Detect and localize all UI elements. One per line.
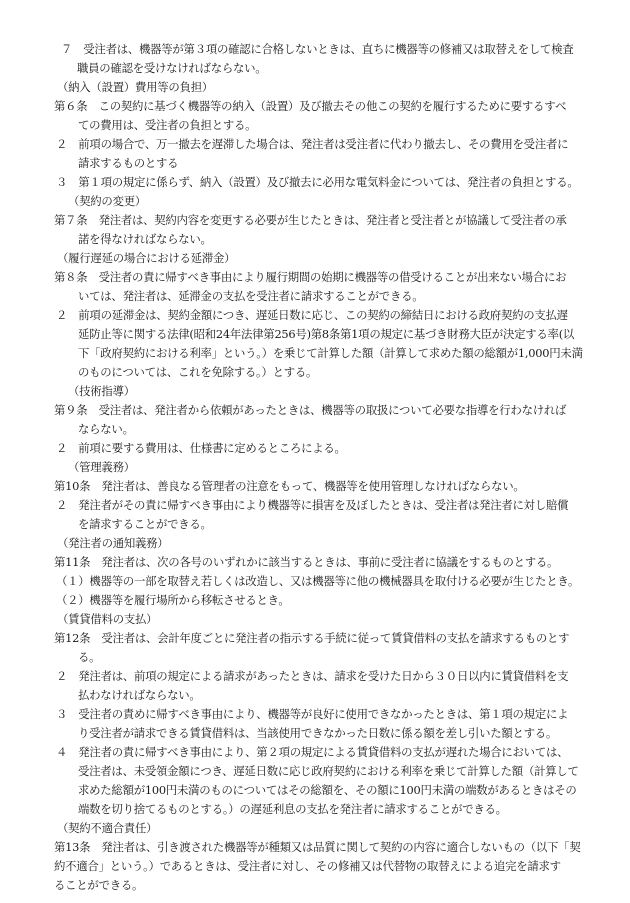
article-7: 第７条 発注者は、契約内容を変更する必要が生じたときは、発注者と受注者とが協議して受注者の承	[54, 213, 567, 227]
article-8-cont: いては、発注者は、延滞金の支払を受注者に請求することができる。	[78, 289, 424, 303]
article-7-cont: 諾を得なければならない。	[78, 232, 212, 246]
article-8: 第８条 受注者の責に帰すべき事由により履行期間の始期に機器等の借受けることが出来ない場合にお	[54, 270, 567, 284]
article-12-item-3-cont: り受注者が請求できる賃貸借料は、当該使用できなかった日数に係る額を差し引いた額とする。	[78, 726, 558, 740]
heading-notification-duty: （発注者の通知義務）	[57, 536, 169, 550]
article-12-item-4-cont-3: 端数を切り捨てるものとする。）の遅延利息の支払を発注者に請求することができる。	[78, 802, 507, 816]
article-13-cont-2: ることができる。	[54, 878, 144, 892]
article-6-cont: ての費用は、受注者の負担とする。	[78, 118, 257, 132]
article-10: 第10条 発注者は、善良なる管理者の注意をもって、機器等を使用管理しなければならない。	[54, 479, 525, 493]
heading-nonconformity: （契約不適合責任）	[57, 821, 158, 835]
heading-delivery-cost: （納入（設置）費用等の負担）	[57, 80, 213, 94]
article-12-item-2: ２ 発注者は、前項の規定による請求があったときは、請求を受けた日から３０日以内に賃貸借料を支	[56, 669, 569, 683]
article-8-item-2-cont-2: 下「政府契約における利率」という。）を乗じて計算した額（計算して求めた額の総額が1,000円未満	[78, 346, 583, 360]
article-12-item-4: ４ 発注者の責に帰すべき事由により、第２項の規定による賃貸借料の支払が遅れた場合においては、	[56, 745, 569, 759]
article-6-item-3: ３ 第１項の規定に係らず、納入（設置）及び撤去に必用な電気料金については、発注者の負担とする。	[56, 175, 579, 189]
article-12-item-7: ７ 受注者は、機器等が第３項の確認に合格しないときは、直ちに機器等の修補又は取替えをして検査	[61, 42, 574, 56]
article-12-item-3: ３ 受注者の責めに帰すべき事由により、機器等が良好に使用できなかったときは、第１項の規定によ	[56, 707, 569, 721]
article-13-cont: 約不適合」という。）であるときは、受注者に対し、その修補又は代替物の取替えによる追完を請求す	[54, 859, 561, 873]
article-12-item-2-cont: 払わなければならない。	[78, 688, 201, 702]
article-6: 第６条 この契約に基づく機器等の納入（設置）及び撤去その他この契約を履行するために要するすべ	[54, 99, 567, 113]
heading-contract-change: （契約の変更）	[68, 194, 146, 208]
heading-technical-guidance: （技術指導）	[68, 384, 135, 398]
article-10-item-2: ２ 発注者がその責に帰すべき事由により機器等に損害を及ぼしたときは、受注者は発注者に対し賠償	[56, 498, 569, 512]
article-12-item-7-cont: 職員の確認を受けなければならない。	[77, 61, 267, 75]
heading-delay-penalty: （履行遅延の場合における延滞金）	[57, 251, 236, 265]
article-6-item-2: ２ 前項の場合で、万一撤去を遅滞した場合は、発注者は受注者に代わり撤去し、その費用を受注者に	[56, 137, 569, 151]
article-12: 第12条 受注者は、会計年度ごとに発注者の指示する手続に従って賃貸借料の支払を請求するものとす	[54, 631, 570, 645]
article-12-item-4-cont-1: 受注者は、未受領金額につき、遅延日数に応じ政府契約における利率を乗じて計算した額（計算して	[78, 764, 579, 778]
heading-rent-payment: （賃貸借料の支払）	[57, 612, 158, 626]
heading-management-duty: （管理義務）	[68, 460, 135, 474]
article-10-item-2-cont: を請求することができる。	[78, 517, 212, 531]
article-9-item-2: ２ 前項に要する費用は、仕様書に定めるところによる。	[56, 441, 346, 455]
article-12-cont: る。	[78, 650, 101, 664]
article-8-item-2: ２ 前項の延滞金は、契約金額につき、遅延日数に応じ、この契約の締結日における政府契約の支払遅	[56, 308, 568, 322]
article-12-item-4-cont-2: 求めた総額が100円未満のものについてはその総額を、その額に100円未満の端数があるときはその	[78, 783, 577, 797]
article-6-item-2-cont: 請求するものとする	[78, 156, 179, 170]
article-9-cont: ならない。	[78, 422, 134, 436]
article-13: 第13条 発注者は、引き渡された機器等が種類又は品質に関して契約の内容に適合しないもの（以下「契	[54, 840, 581, 854]
article-11-sub-2: （２）機器等を履行場所から移転させるとき。	[56, 593, 290, 607]
article-8-item-2-cont-1: 延防止等に関する法律(昭和24年法律第256号)第8条第1項の規定に基づき財務大臣が決定する率(以	[78, 327, 575, 341]
article-9: 第９条 受注者は、発注者から依頼があったときは、機器等の取扱について必要な指導を行わなければ	[54, 403, 567, 417]
article-8-item-2-cont-3: のものについては、これを免除する。）とする。	[78, 365, 318, 379]
article-11: 第11条 発注者は、次の各号のいずれかに該当するときは、事前に受注者に協議をするものとする。	[54, 555, 559, 569]
article-11-sub-1: （１）機器等の一部を取替え若しくは改造し、又は機器等に他の機械器具を取付ける必要が生じたとき。	[56, 574, 580, 588]
